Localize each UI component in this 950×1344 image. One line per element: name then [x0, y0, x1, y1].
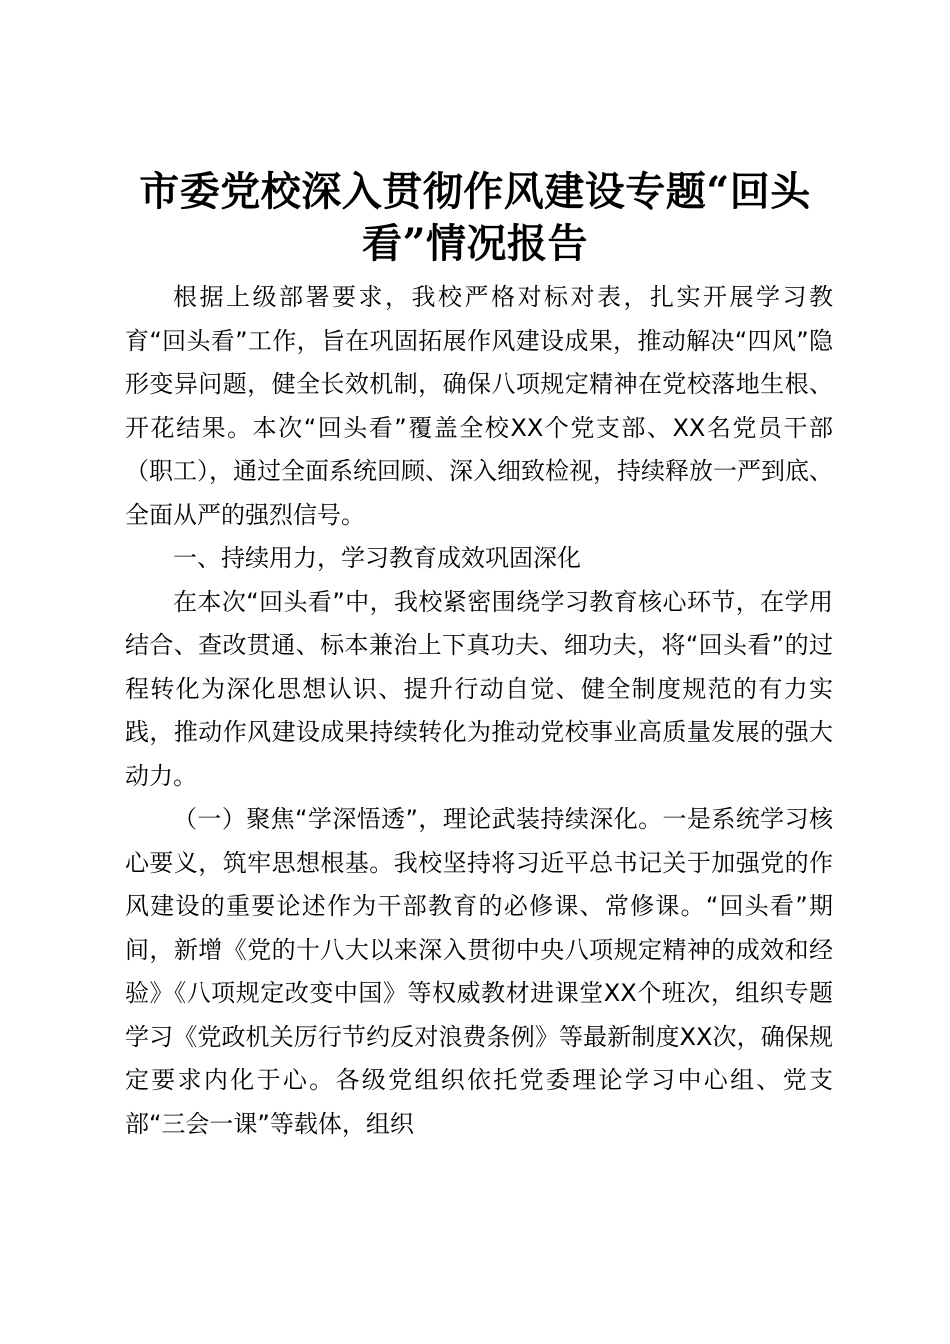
document-title: 市委党校深入贯彻作风建设专题“回头看”情况报告	[139, 168, 811, 267]
paragraph-subsection-1: （一）聚焦“学深悟透”，理论武装持续深化。一是系统学习核心要义，筑牢思想根基。我校坚持将习近平总书记关于加强党的作风建设的重要论述作为干部教育的必修课、常修课。“回头看”期间，新增《党的十八大以来深入贯彻中央八项规定精神的成效和经验》《八项规定改变中国》等权威教材进课堂XX个班次，组织专题学习《党政机关厉行节约反对浪费条例》等最新制度XX次，确保规定要求内化于心。各级党组织依托党委理论学习中心组、党支部“三会一课”等载体，组织	[125, 805, 833, 1138]
paragraph-section-1-summary: 在本次“回头看”中，我校紧密围绕学习教育核心环节，在学用结合、查改贯通、标本兼治上下真功夫、细功夫，将“回头看”的过程转化为深化思想认识、提升行动自觉、健全制度规范的有力实践，推动作风建设成果持续转化为推动党校事业高质量发展的强大动力。	[125, 587, 833, 790]
section-heading-1: 一、持续用力，学习教育成效巩固深化	[173, 544, 581, 572]
document-body	[125, 276, 833, 1146]
paragraph-intro: 根据上级部署要求，我校严格对标对表，扎实开展学习教育“回头看”工作，旨在巩固拓展作风建设成果，推动解决“四风”隐形变异问题，健全长效机制，确保八项规定精神在党校落地生根、开花结果。本次“回头看”覆盖全校XX个党支部、XX名党员干部（职工），通过全面系统回顾、深入细致检视，持续释放一严到底、全面从严的强烈信号。	[125, 283, 833, 529]
